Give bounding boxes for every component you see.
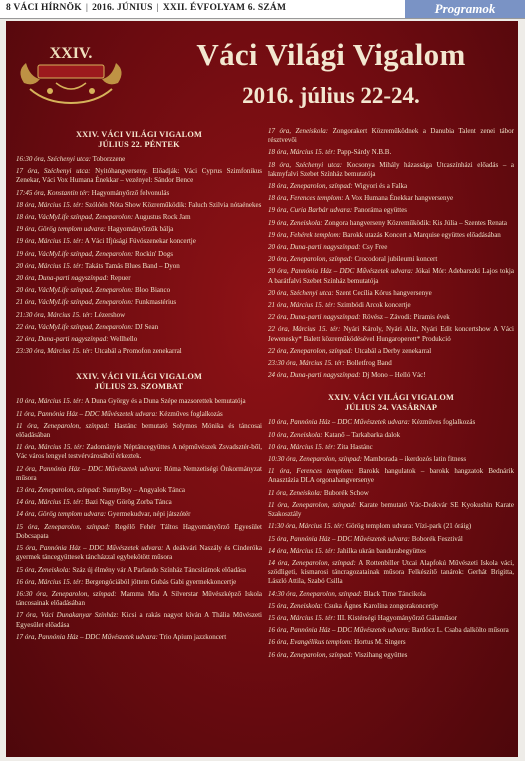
program-description: Jókai Mór: Adebarszki Lajos tokja A barátfalvi Szebet Színház bemutatója bbox=[268, 267, 514, 285]
poster-title: Váci Világi Vigalom bbox=[196, 37, 466, 72]
program-entry bbox=[16, 590, 262, 608]
program-description: A Váci Ifjúsági Fúvószenekar koncertje bbox=[83, 237, 196, 246]
sunday-program-list bbox=[268, 418, 514, 659]
program-time-venue: 12 óra, Pannónia Ház – DDC Művészetek udvara: bbox=[16, 464, 162, 473]
program-time-venue: 22 óra, Zeneparolon, színpad: bbox=[268, 346, 353, 355]
program-description: Karate bemutató Vác-Deákvár SE Kyokushin Karate Szakosztály bbox=[268, 500, 514, 519]
program-time-venue: 11 óra, Zeneparolon, színpad: bbox=[16, 421, 110, 430]
program-time-venue: 15 óra, Zeneiskola: bbox=[16, 565, 71, 574]
program-time-venue: 20 óra, Széchenyi utca: bbox=[268, 288, 334, 297]
program-entry bbox=[268, 626, 514, 635]
program-time-venue: 19 óra, Curia Barbár udvara: bbox=[268, 206, 353, 215]
program-time-venue: 15 óra, Március 15. tér: bbox=[268, 613, 336, 622]
program-time-venue: 18 óra, Március 15. tér: bbox=[16, 200, 84, 209]
program-entry bbox=[268, 467, 514, 485]
program-time-venue: 20 óra, VácMyLife színpad, Zeneparolon: bbox=[16, 286, 134, 295]
program-entry bbox=[16, 167, 262, 185]
program-description: Augustus Rock Jam bbox=[133, 213, 191, 222]
program-description: Gyermekudvar, népi játszótér bbox=[106, 510, 191, 519]
program-entry bbox=[268, 127, 514, 145]
program-time-venue: 17 óra, Pannónia Ház – DDC Művészetek udvara: bbox=[16, 632, 158, 641]
program-description: Bardócz L. Csaba dalkölto műsora bbox=[409, 626, 509, 635]
program-time-venue: 21 óra, VácMyLife színpad, Zeneparolon: bbox=[16, 298, 134, 307]
program-time-venue: 21:30 óra, Március 15. tér: bbox=[16, 310, 93, 319]
program-description: Lézershow bbox=[92, 310, 126, 319]
program-entry bbox=[16, 523, 262, 541]
program-time-venue: 16 óra, Március 15. tér: bbox=[16, 577, 84, 586]
program-entry bbox=[16, 262, 262, 271]
program-time-venue: 11:30 óra, Március 15. tér: bbox=[268, 522, 345, 531]
program-entry bbox=[268, 313, 514, 322]
program-entry bbox=[268, 602, 514, 611]
program-time-venue: 22 óra, Duna-parti nagyszínpad: bbox=[16, 335, 109, 344]
program-time-venue: 16 óra, Pannónia Ház – DDC Művészetek udvara: bbox=[268, 626, 410, 635]
program-description: Kicsi a rakás nagyot kíván A Thália Művészeti Egyesület előadása bbox=[16, 611, 262, 629]
program-entry bbox=[16, 237, 262, 246]
program-description: Utcabál a Promofon zenekarral bbox=[92, 347, 182, 356]
program-entry bbox=[268, 443, 514, 452]
program-entry bbox=[16, 347, 262, 356]
program-description: Bergengóciából jöttem Gubás Gabi gyermekkoncertje bbox=[83, 577, 237, 586]
saturday-program-list-continued bbox=[268, 127, 514, 380]
program-time-venue: 15 óra, Pannónia Ház – DDC Művészetek udvara: bbox=[16, 544, 164, 553]
saturday-heading: XXIV. VÁCI VILÁGI VIGALOM JÚLIUS 23. SZOMBAT bbox=[75, 372, 203, 392]
program-description: Dj Mono – Helló Vác! bbox=[360, 371, 426, 380]
program-entry bbox=[268, 614, 514, 623]
program-time-venue: 22 óra, VácMyLife színpad, Zeneparolon: bbox=[16, 322, 134, 331]
poster-date: 2016. július 22-24. bbox=[242, 83, 420, 108]
program-time-venue: 20 óra, Pannónia Ház – DDC Művészetek udvara: bbox=[268, 267, 414, 276]
program-description: Katanő – Tarkabarka dalok bbox=[322, 430, 401, 439]
program-description: Szimbódi Arcok koncertje bbox=[335, 301, 411, 310]
program-time-venue: 15 óra, Zeneparolon, színpad: bbox=[16, 522, 111, 531]
program-time-venue: 18 óra, VácMyLife színpad, Zeneparolon: bbox=[16, 213, 134, 222]
program-entry bbox=[16, 498, 262, 507]
program-description: Zongorakert Közreműködnek a Danubia Talent zenei tábor résztvevői bbox=[268, 127, 514, 145]
program-time-venue: 10 óra, Március 15. tér: bbox=[268, 442, 336, 451]
program-description: Hagyományőrzők bálja bbox=[106, 225, 174, 234]
page-number: 8 bbox=[6, 3, 11, 13]
program-time-venue: 17 óra, Zeneiskola: bbox=[268, 127, 329, 135]
program-description: Repuer bbox=[108, 274, 131, 283]
program-entry bbox=[268, 489, 514, 498]
program-entry bbox=[268, 431, 514, 440]
program-description: Trio Apium jazzkoncert bbox=[157, 632, 227, 641]
program-description: Hastánc bemutató Solymos Mónika és táncosai előadásában bbox=[16, 421, 262, 440]
program-description: Barokk hangulatok – barokk hangzatok Bednárik Anasztázia DLA orgonahangversenye bbox=[268, 467, 514, 485]
program-column-left bbox=[16, 126, 262, 645]
program-time-venue: 19 óra, Fehérek templom: bbox=[268, 230, 341, 239]
program-description: Crocodoral jubileumi koncert bbox=[352, 255, 438, 264]
program-time-venue: 19 óra, Március 15. tér: bbox=[16, 237, 84, 246]
program-time-venue: 20 óra, Március 15. tér: bbox=[16, 261, 84, 270]
program-entry bbox=[16, 578, 262, 587]
program-time-venue: 14 óra, Március 15. tér: bbox=[268, 546, 336, 555]
program-description: Buborék Schow bbox=[322, 488, 369, 497]
program-entry bbox=[268, 501, 514, 519]
program-entry bbox=[268, 347, 514, 356]
program-entry bbox=[268, 267, 514, 285]
program-description: Hagyományőrző felvonulás bbox=[89, 188, 170, 197]
program-time-venue: 18 óra, Széchenyi utca: bbox=[268, 160, 343, 169]
program-entry bbox=[268, 522, 514, 531]
program-description: Boborék Fesztivál bbox=[409, 534, 463, 543]
program-time-venue: 11 óra, Március 15. tér: bbox=[16, 443, 85, 452]
program-description: Barokk utazás Koncert a Marquise együttes előadásában bbox=[340, 230, 501, 239]
program-description: A Duna György és a Duna Szépe mazsorettek bemutatója bbox=[83, 397, 246, 406]
program-description: Görög templom udvara: Vízi-park (21 óráig) bbox=[344, 522, 472, 531]
program-time-venue: 18 óra, Zeneparolon, színpad: bbox=[268, 182, 353, 191]
program-entry bbox=[16, 189, 262, 198]
program-entry bbox=[268, 194, 514, 203]
program-time-venue: 16 óra, Evangélikus templom: bbox=[268, 638, 353, 647]
program-time-venue: 18 óra, Ferences templom: bbox=[268, 194, 344, 203]
program-time-venue: 19 óra, Görög templom udvara: bbox=[16, 225, 107, 234]
section-label: Programok bbox=[405, 0, 525, 18]
volume-info: XXII. ÉVFOLYAM 6. SZÁM bbox=[162, 3, 287, 13]
program-time-venue: 22 óra, Duna-parti nagyszínpad: bbox=[268, 313, 361, 322]
program-time-venue: 20 óra, Duna-parti nagyszínpad: bbox=[16, 274, 109, 283]
program-description: A deákvári Naszály és Cinderóka gyermek táncegyüttesek táncházzal egybekötött műsora bbox=[16, 544, 262, 562]
publication-name: VÁCI HÍRNÖK bbox=[13, 3, 82, 13]
program-entry bbox=[268, 289, 514, 298]
program-time-venue: 17 óra, Széchenyi utca: bbox=[16, 167, 91, 176]
program-time-venue: 10 óra, Pannónia Ház – DDC Művészetek udvara: bbox=[268, 418, 410, 427]
program-entry bbox=[16, 274, 262, 283]
program-description: Kézműves foglalkozás bbox=[157, 409, 223, 418]
program-description: Funkmastérius bbox=[133, 298, 177, 307]
program-description: Róma Nemzetiségi Önkormányzat műsora bbox=[16, 464, 262, 482]
program-time-venue: 15 óra, Pannónia Ház – DDC Művészetek udvara: bbox=[268, 534, 410, 543]
program-time-venue: 10:30 óra, Zeneparolon, színpad: bbox=[268, 455, 363, 464]
program-description: Hortus M. Singers bbox=[352, 638, 406, 647]
program-entry bbox=[268, 651, 514, 660]
program-description: Kocsonya Mihály házassága Utcaszínházi előadás – a lakmyfalvi Szebet Színház bemutatója bbox=[268, 160, 514, 178]
program-entry bbox=[16, 422, 262, 440]
program-description: Száz új élmény vár A Parlando Színház Táncsitámok előadása bbox=[70, 565, 247, 574]
program-entry bbox=[268, 182, 514, 191]
program-entry bbox=[16, 225, 262, 234]
program-description: Bloo Bianco bbox=[133, 286, 171, 295]
program-description: Mamma Mia A Silverstar Művészképző Iskola táncosainak előadásában bbox=[16, 589, 263, 608]
program-description: Jahilka ukrán bandurabegyüttes bbox=[335, 546, 426, 555]
program-entry bbox=[268, 547, 514, 556]
program-description: A Rottenbiller Utcai Alapfokú Művészeti Iskola váci, szödligeti, kismarosi táncragozatainak műsora Felkészítő tanárok: Gerhát Brigitta, László Attila, Szabó Csilla bbox=[268, 558, 514, 586]
header-meta: 8 VÁCI HÍRNÖK | 2016. JÚNIUS | XXII. ÉVFOLYAM 6. SZÁM bbox=[6, 3, 287, 13]
program-entry bbox=[268, 255, 514, 264]
program-entry bbox=[16, 323, 262, 332]
program-time-venue: 19 óra, Zeneiskola: bbox=[268, 218, 323, 227]
program-description: Zita Hastánc bbox=[335, 442, 373, 451]
program-description: Viszihang együttes bbox=[352, 650, 408, 659]
program-time-venue: 11 óra, Pannónia Ház – DDC Művészetek udvara: bbox=[16, 409, 158, 418]
program-entry bbox=[16, 201, 262, 210]
program-description: Toborzzene bbox=[91, 155, 126, 163]
program-entry bbox=[268, 371, 514, 380]
program-description: Bolletfrog Band bbox=[344, 359, 392, 368]
program-entry bbox=[268, 638, 514, 647]
program-description: Csuka Ágnes Karolina zongorakoncertje bbox=[322, 601, 439, 610]
program-time-venue: 20 óra, Duna-parti nagyszínpad: bbox=[268, 243, 361, 252]
sunday-heading: XXIV. VÁCI VILÁGI VIGALOM JÚLIUS 24. VASÁRNAP bbox=[327, 393, 455, 413]
program-entry bbox=[16, 611, 262, 629]
program-time-venue: 19 óra, VácMyLife színpad, Zeneparolon: bbox=[16, 249, 134, 258]
program-time-venue: 11 óra, Zeneiskola: bbox=[268, 488, 323, 497]
issue-date: 2016. JÚNIUS bbox=[92, 3, 153, 13]
program-time-venue: 16 óra, Zeneparolon, színpad: bbox=[268, 650, 353, 659]
program-entry bbox=[268, 325, 514, 343]
logo-text: XXIV. bbox=[49, 45, 93, 62]
program-description: Mamborada – ikerdozós latin fitness bbox=[362, 455, 467, 464]
program-time-venue: 17 óra, Váci Dunakanyar Színház: bbox=[16, 611, 119, 620]
program-entry bbox=[268, 590, 514, 599]
program-time-venue: 22 óra, Március 15. tér: bbox=[268, 325, 341, 334]
saturday-program-list bbox=[16, 397, 262, 641]
program-entry bbox=[268, 455, 514, 464]
program-time-venue: 14:30 óra, Zeneparolon, színpad: bbox=[268, 589, 363, 598]
friday-program-list bbox=[16, 155, 262, 356]
program-description: Takáts Tamás Blues Band – Dyon bbox=[83, 261, 180, 270]
festival-logo bbox=[16, 33, 126, 113]
program-time-venue: 13 óra, Zeneparolon, színpad: bbox=[16, 486, 101, 495]
friday-heading: XXIV. VÁCI VILÁGI VIGALOM JÚLIUS 22. PÉNTEK bbox=[75, 130, 203, 149]
program-description: Black Time Táncikola bbox=[362, 589, 426, 598]
program-entry bbox=[16, 250, 262, 259]
page-header bbox=[0, 0, 525, 19]
program-entry bbox=[16, 465, 262, 483]
program-column-right bbox=[268, 127, 514, 663]
program-description: Wellhello bbox=[108, 335, 138, 344]
program-description: Zongora hangverseny Közreműködik: Kis Júlia – Szentes Renata bbox=[322, 218, 507, 227]
program-time-venue: 23:30 óra, Március 15. tér: bbox=[16, 347, 93, 356]
program-time-venue: 23:30 óra, Március 15. tér: bbox=[268, 359, 345, 368]
program-description: Rockin' Dogs bbox=[133, 249, 173, 258]
program-entry bbox=[16, 410, 262, 419]
program-entry bbox=[16, 155, 262, 164]
program-description: Utcabál a Derby zenekarral bbox=[352, 346, 432, 355]
program-time-venue: 18 óra, Március 15. tér: bbox=[268, 148, 336, 157]
program-entry bbox=[16, 213, 262, 222]
program-entry bbox=[16, 566, 262, 575]
program-description: Regélő Fehér Táltos Hagyományőrző Egyesület Dobcsapata bbox=[16, 522, 262, 540]
program-description: Papp-Sárdy N.B.B. bbox=[335, 148, 392, 157]
program-entry bbox=[268, 243, 514, 252]
program-entry bbox=[268, 535, 514, 544]
program-time-venue: 16:30 óra, Széchenyi utca: bbox=[16, 155, 92, 163]
program-entry bbox=[268, 161, 514, 179]
program-description: Zadományie Néptáncegyüttes A népművészek Zsvadsztér-ből, Vác város lengyel testvérvárosából érkeztek. bbox=[16, 443, 262, 461]
program-time-venue: 24 óra, Duna-parti nagyszínpad: bbox=[268, 371, 361, 380]
program-description: Szólóén Nóta Show Közreműködik: Faluch Szilvia nótaénekes bbox=[83, 200, 262, 209]
program-entry bbox=[16, 397, 262, 406]
program-description: Bazi Nagy Görög Zorba Tánca bbox=[83, 498, 172, 507]
program-entry bbox=[268, 148, 514, 157]
program-description: DJ Sean bbox=[133, 322, 159, 331]
program-description: Csy Free bbox=[360, 243, 388, 252]
program-entry bbox=[16, 510, 262, 519]
program-description: Kézműves foglalkozás bbox=[409, 418, 476, 427]
program-entry bbox=[268, 418, 514, 427]
program-entry bbox=[268, 219, 514, 228]
program-time-venue: 20 óra, Zeneparolon, színpad: bbox=[268, 255, 353, 264]
program-entry bbox=[268, 301, 514, 310]
program-description: A Vox Humana Énekkar hangversenye bbox=[343, 194, 454, 203]
program-description: Panoráma együttes bbox=[352, 206, 408, 215]
program-description: Nyári Károly, Nyári Aliz, Nyári Edit koncertshow A Váci Jewenesky* Balett közreműködésével Hungaroperett* Produkció bbox=[268, 325, 514, 343]
program-description: Rövész – Závodi: Piramis évek bbox=[360, 313, 450, 322]
program-entry bbox=[268, 559, 514, 587]
program-description: Nyitóhangverseny. Előadják: Váci Cyprus Szimfonikus Zenekar, Váci Vox Humana Énekkar – vezényel: Sándor Bence bbox=[16, 167, 262, 185]
program-time-venue: 11 óra, Zeneparolon, színpad: bbox=[268, 500, 357, 509]
program-time-venue: 10 óra, Március 15. tér: bbox=[16, 397, 84, 406]
program-entry bbox=[16, 486, 262, 495]
program-description: SunnyBoy – Angyalok Tánca bbox=[100, 486, 185, 495]
program-time-venue: 14 óra, Március 15. tér: bbox=[16, 498, 84, 507]
program-entry bbox=[268, 359, 514, 368]
program-entry bbox=[16, 544, 262, 562]
program-entry bbox=[16, 335, 262, 344]
program-time-venue: 21 óra, Március 15. tér: bbox=[268, 301, 336, 310]
program-time-venue: 17:45 óra, Konstantin tér: bbox=[16, 188, 90, 197]
program-description: III. Kistérségi Hagyományőrző Gálaműsor bbox=[335, 613, 457, 622]
program-entry bbox=[16, 633, 262, 642]
program-time-venue: 15 óra, Zeneiskola: bbox=[268, 601, 323, 610]
program-entry bbox=[16, 443, 262, 461]
program-time-venue: 10 óra, Zeneiskola: bbox=[268, 430, 323, 439]
program-entry bbox=[268, 206, 514, 215]
program-entry bbox=[16, 298, 262, 307]
program-entry bbox=[16, 311, 262, 320]
program-time-venue: 16:30 óra, Zeneparolon, színpad: bbox=[16, 589, 117, 598]
program-description: Wigyori és a Falka bbox=[352, 182, 408, 191]
program-time-venue: 11 óra, Ferences templom: bbox=[268, 467, 354, 476]
program-entry bbox=[16, 286, 262, 295]
program-time-venue: 14 óra, Görög templom udvara: bbox=[16, 510, 107, 519]
program-description: Szent Cecília Kórus hangversenye bbox=[333, 288, 432, 297]
event-poster bbox=[6, 21, 518, 757]
program-entry bbox=[268, 231, 514, 240]
program-time-venue: 14 óra, Zeneparolon, színpad: bbox=[268, 558, 356, 567]
